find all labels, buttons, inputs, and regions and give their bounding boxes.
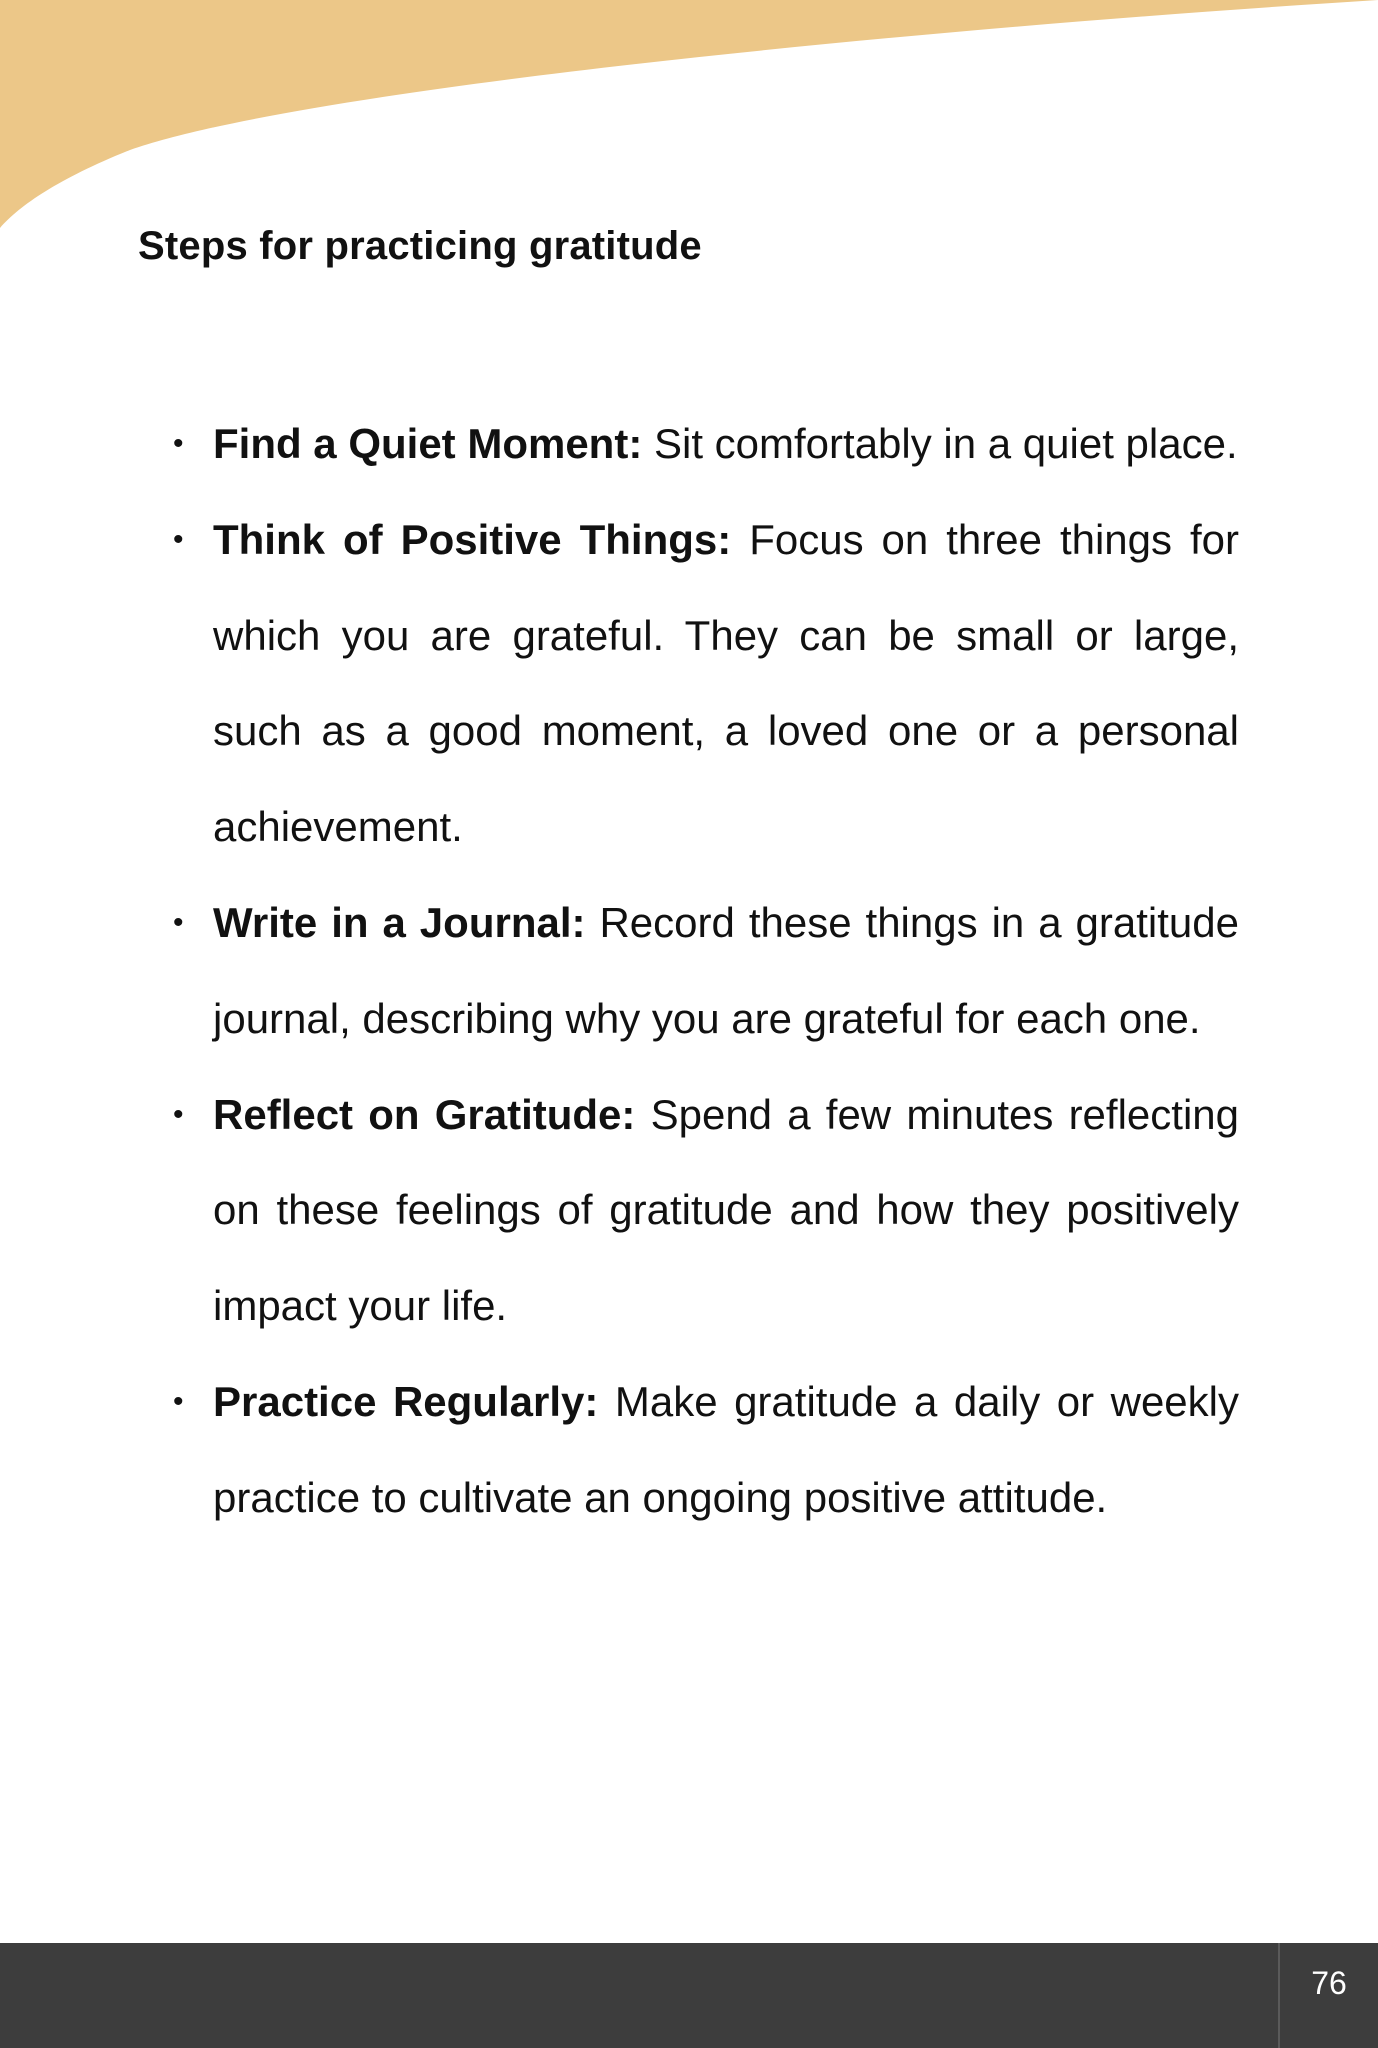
step-title: Think of Positive Things: — [213, 515, 750, 563]
bullet: • — [173, 522, 184, 556]
step-title: Reflect on Gratitude: — [213, 1090, 651, 1138]
page-number-box — [1278, 1943, 1378, 2048]
list-item — [173, 396, 1239, 492]
header-swoosh-shape — [0, 0, 1378, 228]
list-item — [173, 492, 1239, 875]
step-text: Spend a few minutes reflecting on these feelings of gratitude and how they positively impact your life. — [213, 1090, 1239, 1330]
list-item — [173, 875, 1239, 1067]
bullet: • — [173, 1384, 184, 1418]
bullet: • — [173, 1097, 184, 1131]
step-title: Write in a Journal: — [213, 898, 600, 946]
step-title: Practice Regularly: — [213, 1377, 615, 1425]
list-item — [173, 1067, 1239, 1354]
bullet: • — [173, 905, 184, 939]
steps-list — [173, 396, 1240, 1546]
step-text: Make gratitude a daily or weekly practice to cultivate an ongoing positive attitude. — [213, 1377, 1240, 1521]
footer-bar — [0, 1943, 1378, 2048]
list-item — [173, 1354, 1240, 1546]
step-text: Sit comfortably in a quiet place. — [653, 420, 1238, 467]
bullet: • — [173, 427, 184, 460]
step-title: Find a Quiet Moment: — [213, 420, 654, 467]
step-text: Record these things in a gratitude journal, describing why you are grateful for each one. — [213, 898, 1239, 1042]
section-heading: Steps for practicing gratitude — [138, 224, 702, 268]
step-text: Focus on three things for which you are grateful. They can be small or large, such as a good moment, a loved one or a personal achievement. — [213, 515, 1239, 851]
page-number: 76 — [1311, 1965, 1347, 2001]
